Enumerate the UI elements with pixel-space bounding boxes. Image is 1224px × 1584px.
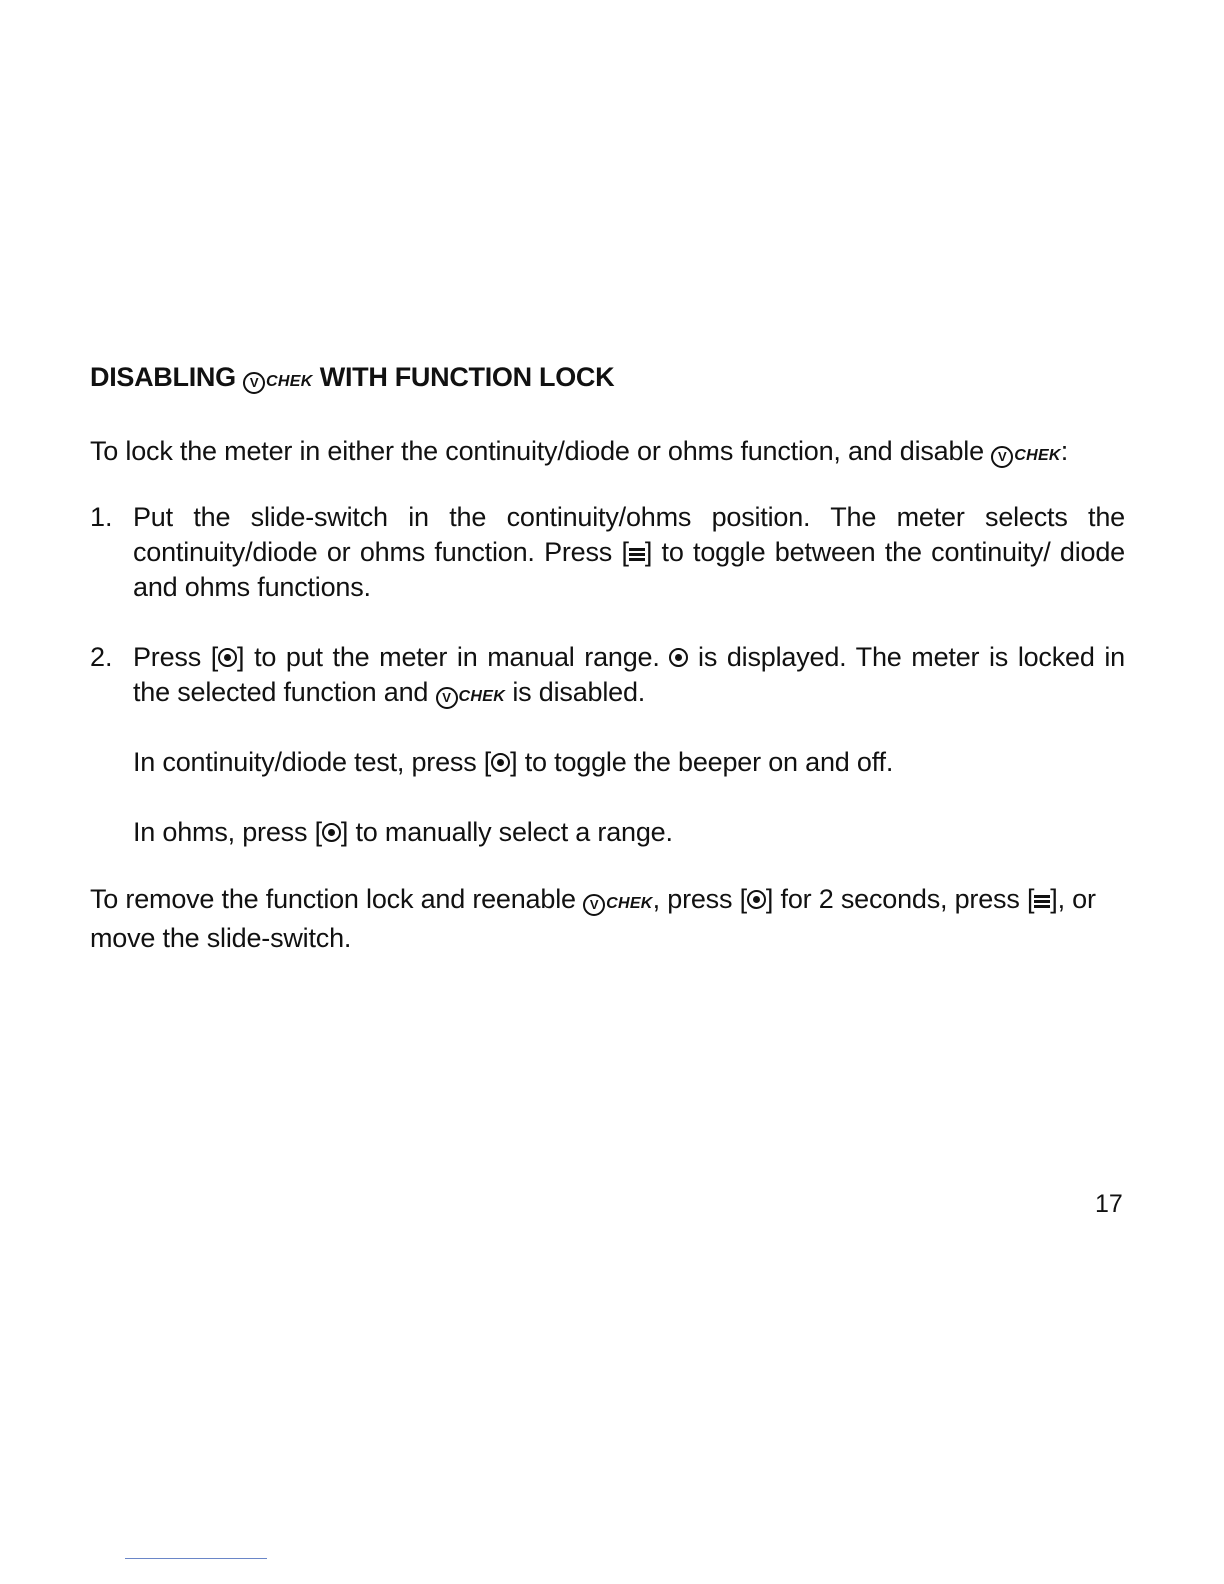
function-button-icon: [ ]	[1026, 884, 1058, 914]
step-number: 1.	[90, 502, 113, 532]
step-2-text: Press [ ] to put the meter in manual range. is displayed. The meter is locked in the selected function and V CHEK is disabled.	[133, 640, 1125, 714]
step-number: 2.	[90, 642, 113, 672]
range-button-icon: [ ]	[210, 642, 245, 672]
continuity-note: In continuity/diode test, press [ ] to toggle the beeper on and off.	[133, 747, 894, 777]
vchek-logo-icon: V CHEK	[243, 362, 313, 394]
outro-paragraph: To remove the function lock and reenable V CHEK, press [ ] for 2 seconds, press [ ], or move the slide-switch.	[90, 884, 1096, 953]
vchek-logo-icon: V CHEK	[436, 675, 506, 714]
step-1-text: Put the slide-switch in the continuity/ohms position. The meter selects the continuity/diode or ohms function. Press [ ] to toggle between the continuity/ diode and ohms functions.	[133, 502, 1125, 602]
range-button-icon: [ ]	[314, 817, 349, 847]
vchek-logo-icon: V CHEK	[583, 882, 653, 921]
footer-rule	[125, 1558, 267, 1559]
range-button-icon: [ ]	[739, 884, 774, 914]
page-number: 17	[1095, 1190, 1123, 1218]
manual-range-indicator-icon	[669, 642, 688, 672]
ohms-note: In ohms, press [ ] to manually select a range.	[133, 817, 673, 847]
vchek-logo-icon: V CHEK	[991, 434, 1061, 473]
section-heading: DISABLING V CHEK WITH FUNCTION LOCK	[90, 362, 615, 392]
function-button-icon: [ ]	[621, 537, 653, 567]
intro-paragraph: To lock the meter in either the continuity/diode or ohms function, and disable V CHEK:	[90, 434, 1140, 473]
range-button-icon: [ ]	[483, 747, 518, 777]
